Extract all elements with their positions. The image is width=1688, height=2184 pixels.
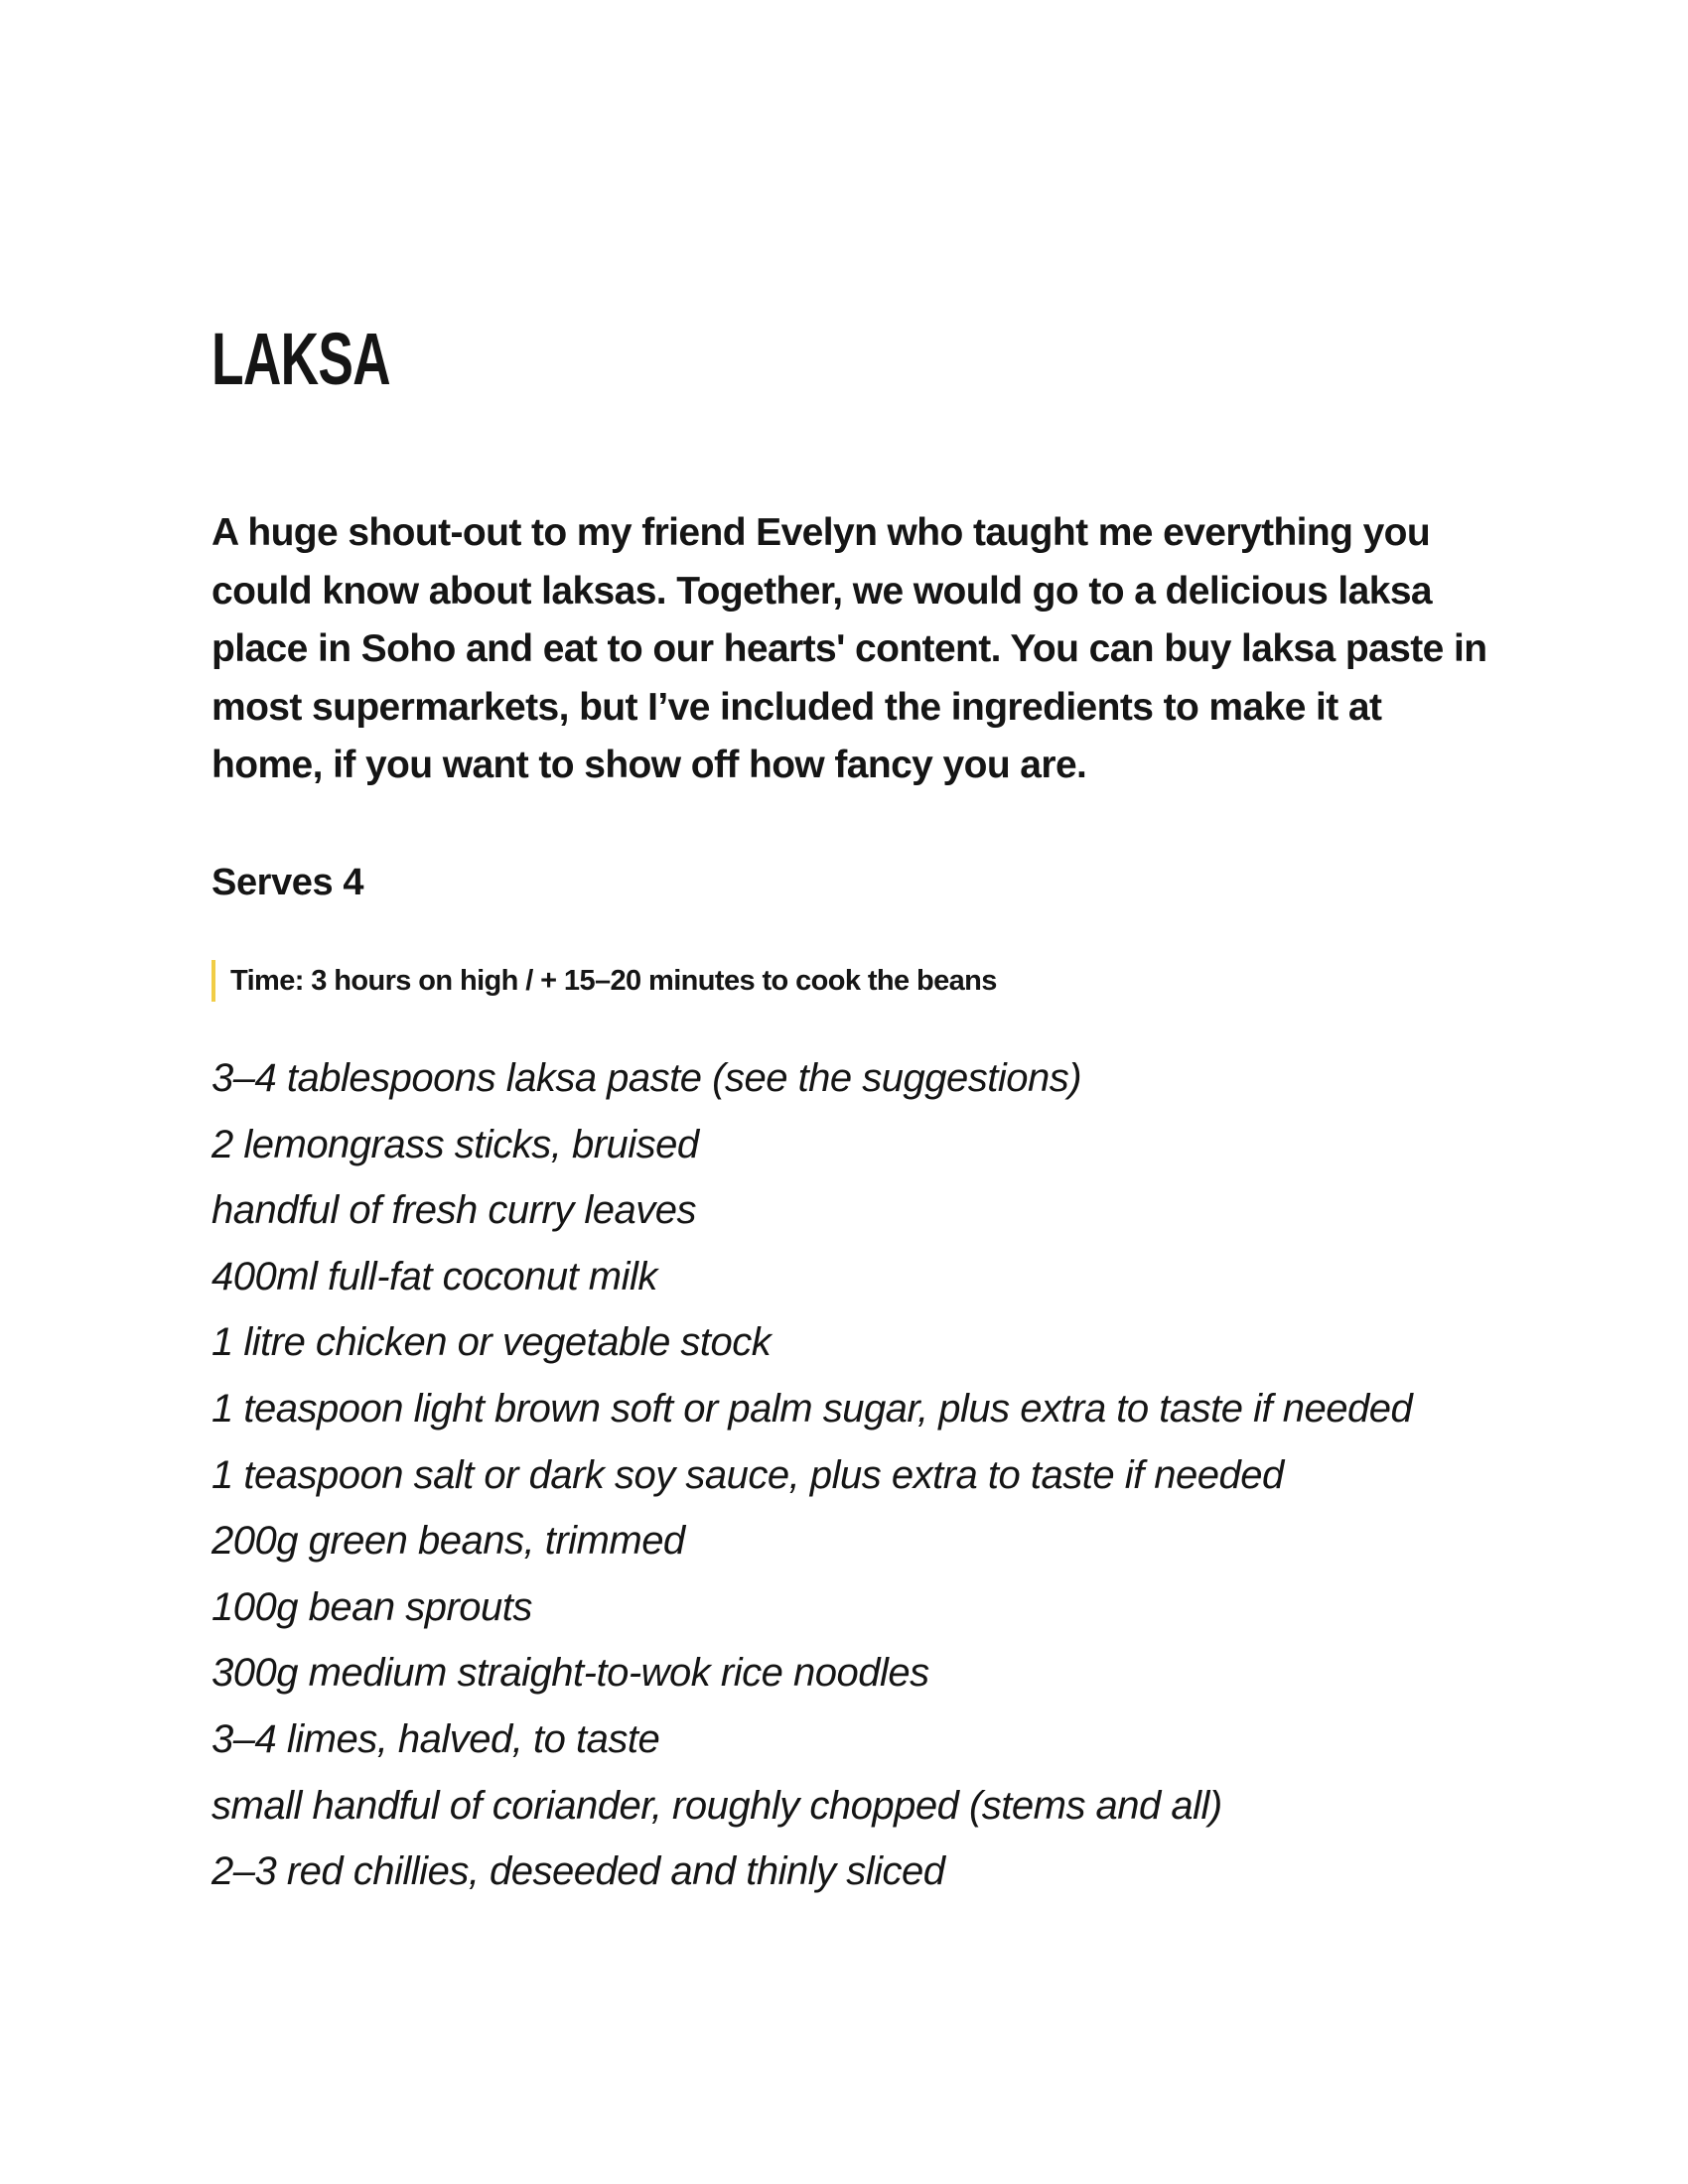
ingredient-item: 100g bean sprouts: [211, 1584, 532, 1629]
ingredient-item: 300g medium straight-to-wok rice noodles: [211, 1651, 929, 1696]
ingredient-item: 3–4 tablespoons laksa paste (see the suggestions): [211, 1056, 1082, 1100]
ingredient-item: small handful of coriander, roughly chopped (stems and all): [211, 1783, 1222, 1828]
servings: Serves 4: [211, 862, 364, 903]
ingredient-list: [211, 1045, 1412, 1905]
recipe-intro: A huge shout-out to my friend Evelyn who taught me everything you could know about laksas. Together, we would go to a delicious laksa place in Soho and eat to our hearts' content. You can buy laksa paste in most supermarkets, but I’ve included the ingredients to make it at home, if you want to show off how fancy you are.: [211, 511, 1487, 786]
recipe-title: LAKSA: [211, 318, 390, 400]
ingredient-item: 2–3 red chillies, deseeded and thinly sliced: [211, 1849, 945, 1894]
cooking-time: [211, 960, 997, 1002]
ingredient-item: 2 lemongrass sticks, bruised: [211, 1122, 699, 1166]
ingredient-item: 1 teaspoon light brown soft or palm sugar, plus extra to taste if needed: [211, 1386, 1413, 1431]
ingredient-item: 3–4 limes, halved, to taste: [211, 1716, 660, 1761]
cooking-time-text: Time: 3 hours on high / + 15–20 minutes to cook the beans: [230, 964, 997, 997]
ingredient-item: 200g green beans, trimmed: [211, 1519, 685, 1564]
ingredient-item: 1 litre chicken or vegetable stock: [211, 1320, 772, 1365]
ingredient-item: 400ml full-fat coconut milk: [211, 1254, 657, 1298]
ingredient-item: handful of fresh curry leaves: [211, 1188, 696, 1233]
ingredient-item: 1 teaspoon salt or dark soy sauce, plus extra to taste if needed: [211, 1452, 1284, 1497]
accent-bar: [211, 960, 215, 1002]
